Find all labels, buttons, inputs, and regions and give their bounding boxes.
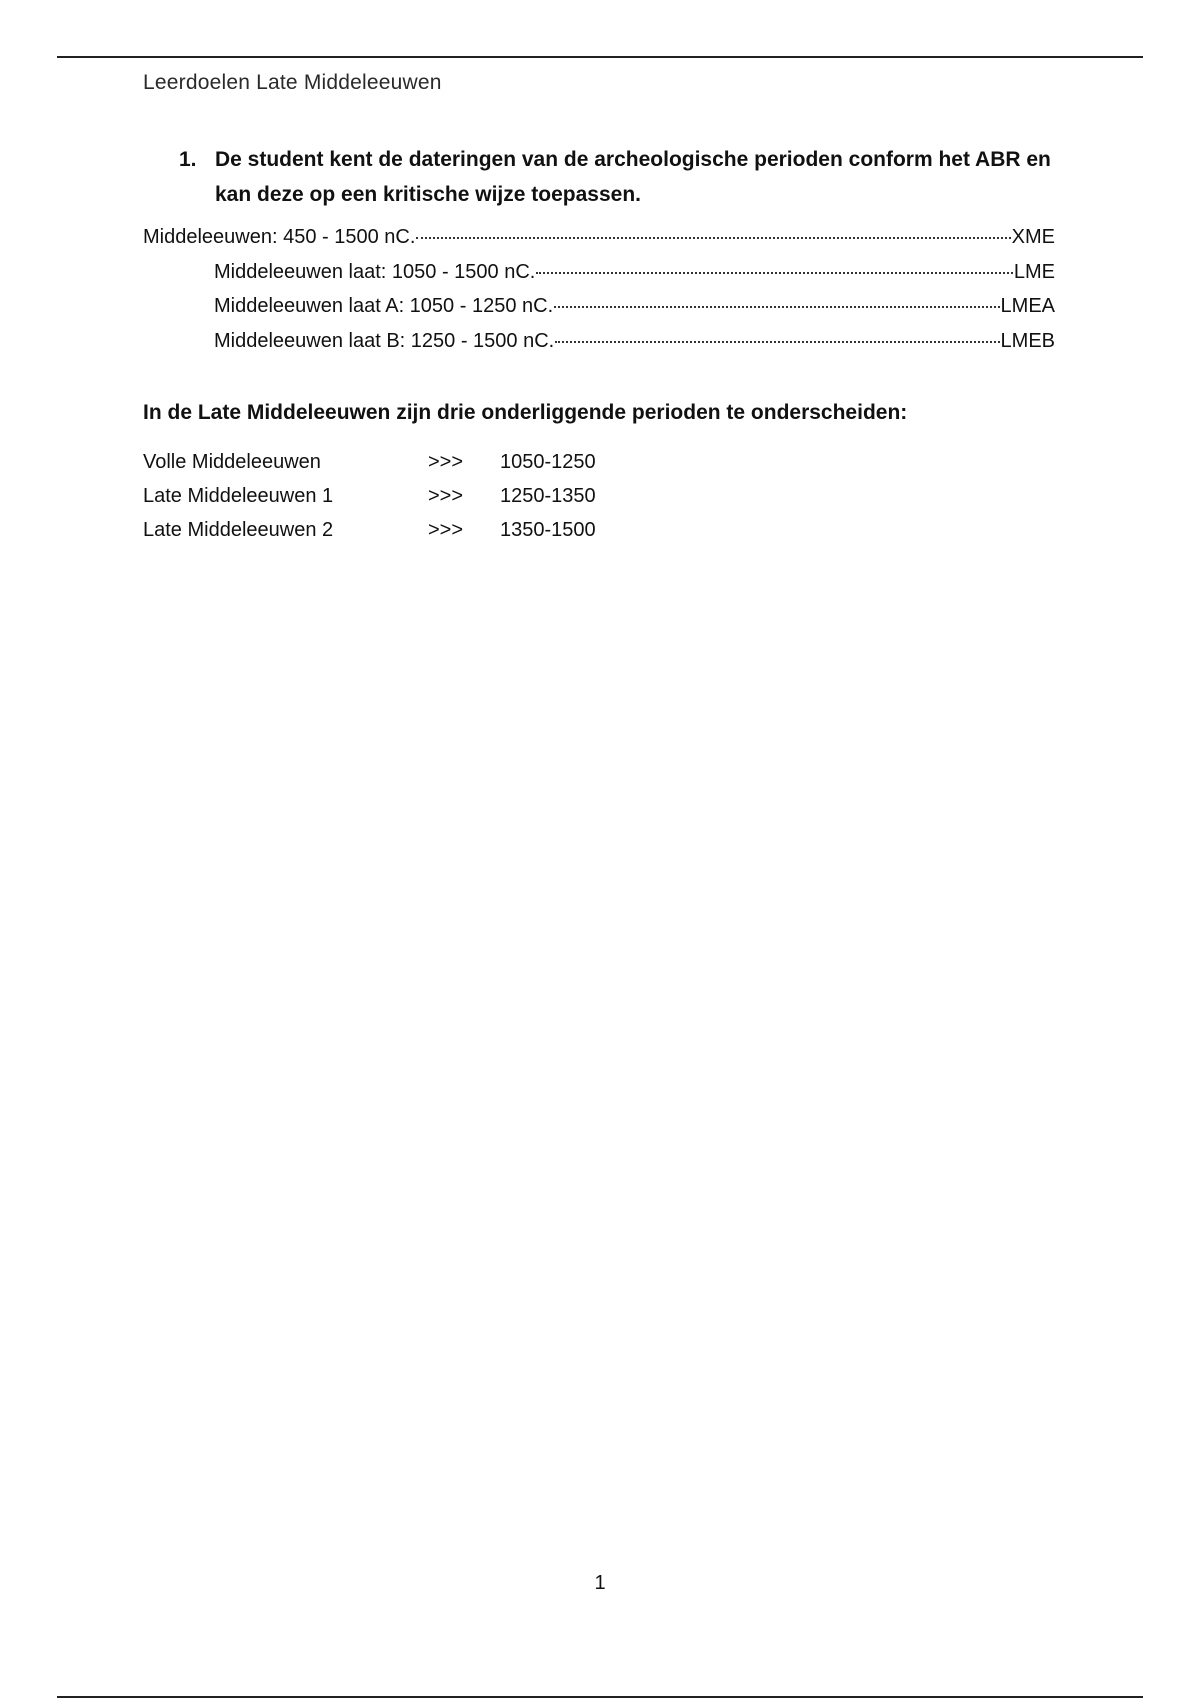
subperiod-row bbox=[143, 485, 650, 519]
period-code-row bbox=[143, 330, 1055, 365]
dot-leader bbox=[416, 237, 1010, 239]
dot-leader bbox=[536, 272, 1013, 274]
objective-number: 1. bbox=[179, 148, 197, 171]
period-label: Middeleeuwen laat A: 1050 - 1250 nC. bbox=[214, 295, 554, 317]
period-code: LME bbox=[1013, 260, 1055, 283]
footer-rule bbox=[57, 1696, 1143, 1698]
objective-text: De student kent de dateringen van de archeologische perioden conform het ABR en kan deze op een kritische wijze toepassen. bbox=[215, 148, 1051, 206]
period-code-row bbox=[143, 261, 1055, 296]
subperiod-name: Late Middeleeuwen 1 bbox=[143, 485, 334, 507]
subperiods-heading: In de Late Middeleeuwen zijn drie onderliggende perioden te onderscheiden: bbox=[143, 401, 908, 424]
period-label: Middeleeuwen laat B: 1250 - 1500 nC. bbox=[214, 329, 555, 352]
period-label: Middeleeuwen: 450 - 1500 nC. bbox=[143, 226, 416, 248]
running-header: Leerdoelen Late Middeleeuwen bbox=[143, 71, 442, 94]
period-code-row bbox=[143, 295, 1055, 330]
subperiod-arrow: >>> bbox=[428, 485, 464, 507]
subperiod-range: 1250-1350 bbox=[500, 485, 596, 507]
period-code: XME bbox=[1011, 226, 1055, 248]
dot-leader bbox=[554, 306, 999, 308]
subperiod-range: 1350-1500 bbox=[500, 519, 596, 541]
header-rule bbox=[57, 56, 1143, 58]
subperiod-arrow: >>> bbox=[428, 519, 464, 541]
page-number: 1 bbox=[594, 1572, 606, 1594]
learning-objective bbox=[179, 142, 1079, 212]
dot-leader bbox=[555, 341, 999, 343]
subperiod-arrow: >>> bbox=[428, 451, 464, 473]
subperiod-row bbox=[143, 451, 650, 485]
period-code: LMEB bbox=[1000, 329, 1055, 352]
subperiod-row bbox=[143, 519, 650, 553]
period-codes-list bbox=[143, 226, 1055, 364]
period-code: LMEA bbox=[1000, 295, 1055, 317]
period-label: Middeleeuwen laat: 1050 - 1500 nC. bbox=[214, 260, 536, 283]
subperiod-name: Volle Middeleeuwen bbox=[143, 451, 321, 473]
subperiod-name: Late Middeleeuwen 2 bbox=[143, 519, 334, 541]
period-code-row bbox=[143, 226, 1055, 261]
subperiods-list bbox=[143, 451, 650, 553]
subperiod-range: 1050-1250 bbox=[500, 451, 596, 473]
